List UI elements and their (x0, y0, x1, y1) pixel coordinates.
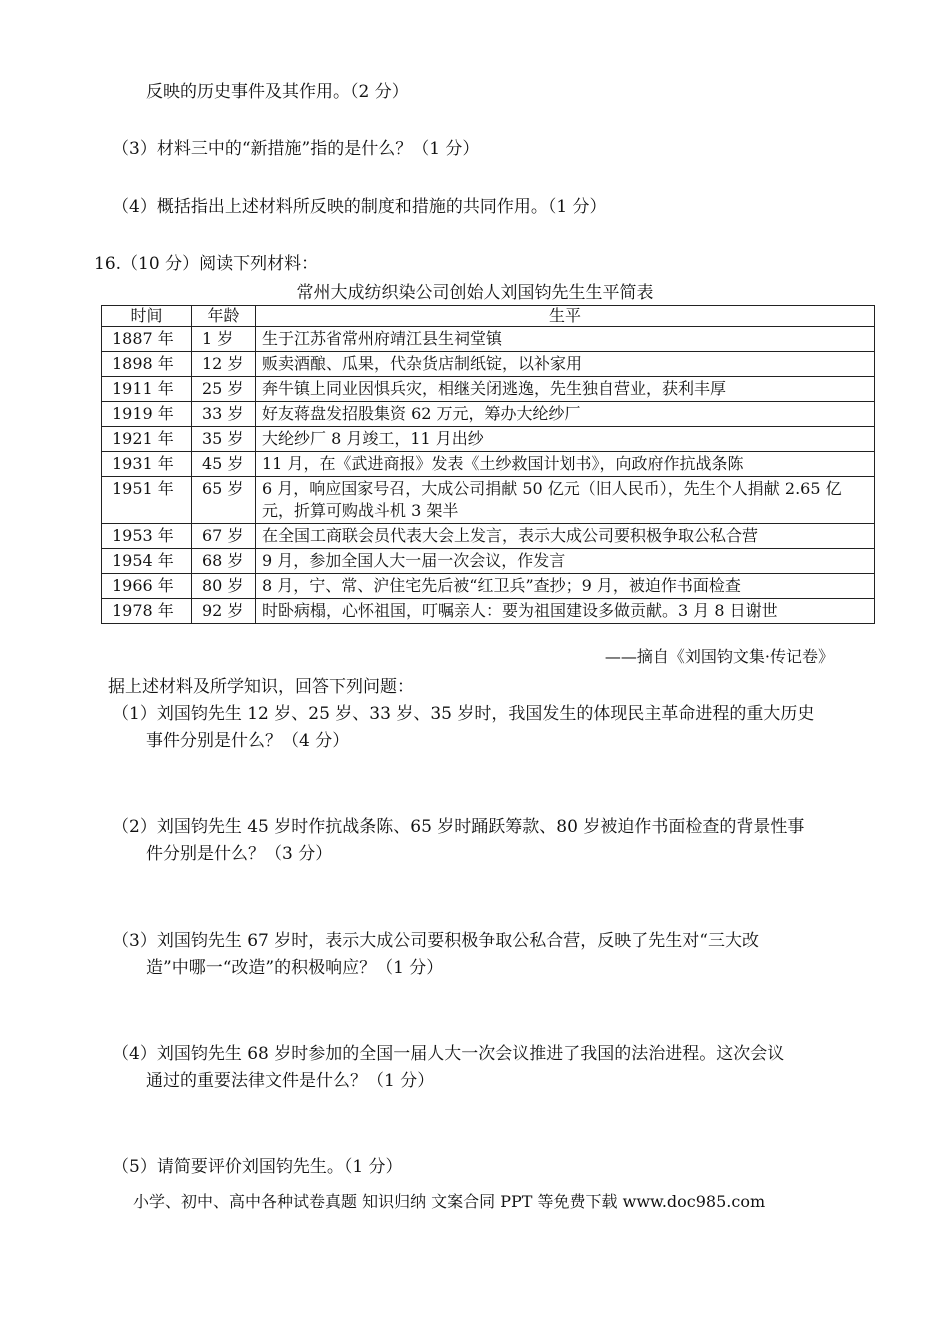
sub-question-3-line2: 造”中哪一“改造”的积极响应？（1 分） (146, 958, 444, 978)
cell-year: 1887 年 (102, 327, 192, 352)
sub-question-4-line2: 通过的重要法律文件是什么？（1 分） (146, 1071, 435, 1091)
cell-age: 25 岁 (192, 377, 256, 402)
cell-year: 1898 年 (102, 352, 192, 377)
table-header-row (102, 306, 875, 327)
table-row (102, 549, 875, 574)
sub-question-2-line1: （2）刘国钧先生 45 岁时作抗战条陈、65 岁时踊跃筹款、80 岁被迫作书面检查的背景性事 (112, 817, 805, 837)
cell-event: 11 月，在《武进商报》发表《土纱救国计划书》，向政府作抗战条陈 (256, 452, 875, 477)
column-header-age: 年龄 (192, 306, 256, 327)
table-row (102, 427, 875, 452)
table-row (102, 452, 875, 477)
cell-event: 生于江苏省常州府靖江县生祠堂镇 (256, 327, 875, 352)
instruction: 据上述材料及所学知识，回答下列问题： (108, 677, 414, 697)
sub-question-5: （5）请简要评价刘国钧先生。（1 分） (112, 1157, 403, 1177)
cell-age: 80 岁 (192, 574, 256, 599)
cell-year: 1911 年 (102, 377, 192, 402)
cell-event: 9 月，参加全国人大一届一次会议，作发言 (256, 549, 875, 574)
cell-age: 92 岁 (192, 599, 256, 624)
table-row (102, 599, 875, 624)
cell-year: 1919 年 (102, 402, 192, 427)
cell-event: 时卧病榻，心怀祖国，叮嘱亲人：要为祖国建设多做贡献。3 月 8 日谢世 (256, 599, 875, 624)
cell-age: 1 岁 (192, 327, 256, 352)
sub-question-2-line2: 件分别是什么？（3 分） (146, 844, 333, 864)
footer-download-text: 小学、初中、高中各种试卷真题 知识归纳 文案合同 PPT 等免费下载 www.doc985.com (133, 1192, 766, 1211)
table-row (102, 402, 875, 427)
question-3: （3）材料三中的“新措施”指的是什么？（1 分） (112, 139, 480, 159)
cell-year: 1931 年 (102, 452, 192, 477)
table-title: 常州大成纺织染公司创始人刘国钧先生生平简表 (296, 283, 654, 303)
cell-year: 1953 年 (102, 524, 192, 549)
cell-age: 68 岁 (192, 549, 256, 574)
cell-year: 1966 年 (102, 574, 192, 599)
table-row (102, 524, 875, 549)
cell-event: 6 月，响应国家号召，大成公司捐献 50 亿元（旧人民币），先生个人捐献 2.65 亿元，折算可购战斗机 3 架半 (256, 477, 875, 524)
table-row (102, 477, 875, 524)
table-row (102, 352, 875, 377)
cell-age: 12 岁 (192, 352, 256, 377)
cell-age: 35 岁 (192, 427, 256, 452)
table-row (102, 377, 875, 402)
cell-event: 好友蒋盘发招股集资 62 万元，筹办大纶纱厂 (256, 402, 875, 427)
column-header-life: 生平 (256, 306, 875, 327)
cell-event: 8 月，宁、常、沪住宅先后被“红卫兵”查抄；9 月，被迫作书面检查 (256, 574, 875, 599)
cell-age: 45 岁 (192, 452, 256, 477)
source-citation: ——摘自《刘国钧文集·传记卷》 (604, 647, 834, 666)
question-continuation: 反映的历史事件及其作用。（2 分） (146, 82, 409, 102)
sub-question-1-line2: 事件分别是什么？（4 分） (146, 731, 350, 751)
cell-age: 65 岁 (192, 477, 256, 524)
question-4: （4）概括指出上述材料所反映的制度和措施的共同作用。（1 分） (112, 197, 607, 217)
cell-event: 大纶纱厂 8 月竣工，11 月出纱 (256, 427, 875, 452)
cell-year: 1978 年 (102, 599, 192, 624)
cell-event: 奔牛镇上同业因惧兵灾，相继关闭逃逸，先生独自营业，获利丰厚 (256, 377, 875, 402)
cell-year: 1951 年 (102, 477, 192, 524)
cell-year: 1921 年 (102, 427, 192, 452)
cell-event: 贩卖酒酿、瓜果，代杂货店制纸锭，以补家用 (256, 352, 875, 377)
cell-age: 33 岁 (192, 402, 256, 427)
column-header-time: 时间 (102, 306, 192, 327)
sub-question-1-line1: （1）刘国钧先生 12 岁、25 岁、33 岁、35 岁时，我国发生的体现民主革命进程的重大历史 (112, 704, 815, 724)
sub-question-3-line1: （3）刘国钧先生 67 岁时，表示大成公司要积极争取公私合营，反映了先生对“三大改 (112, 931, 759, 951)
cell-year: 1954 年 (102, 549, 192, 574)
cell-age: 67 岁 (192, 524, 256, 549)
table-row (102, 327, 875, 352)
table-row (102, 574, 875, 599)
cell-event: 在全国工商联会员代表大会上发言，表示大成公司要积极争取公私合营 (256, 524, 875, 549)
sub-question-4-line1: （4）刘国钧先生 68 岁时参加的全国一届人大一次会议推进了我国的法治进程。这次会议 (112, 1044, 785, 1064)
question-16-header: 16.（10 分）阅读下列材料： (94, 254, 319, 274)
biography-table (101, 305, 875, 624)
